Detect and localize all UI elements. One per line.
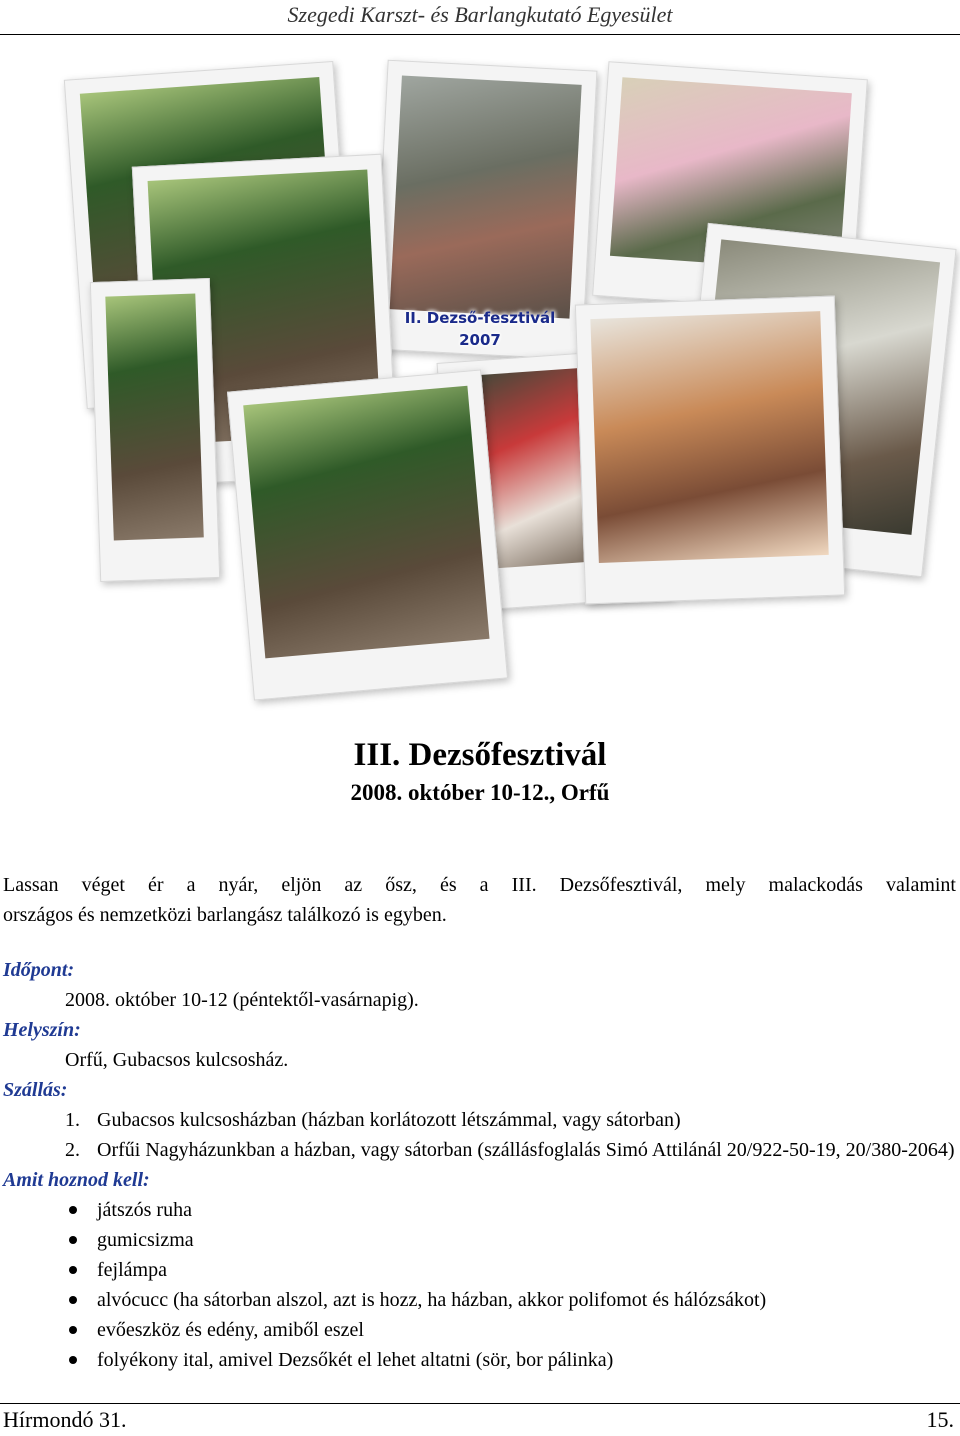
collage-label-line1: II. Dezső-fesztivál bbox=[404, 309, 556, 327]
header-title: Szegedi Karszt- és Barlangkutató Egyesület bbox=[287, 2, 673, 27]
photo-campfire-group bbox=[227, 369, 508, 700]
lodging-item bbox=[3, 1105, 956, 1135]
bring-item: játszós ruha bbox=[3, 1195, 956, 1225]
collage-label-line2: 2007 bbox=[459, 331, 501, 349]
details-section bbox=[3, 955, 956, 1375]
place-label: Helyszín: bbox=[3, 1019, 81, 1041]
lodging-item-text: Orfűi Nagyházunkban a házban, vagy sátorban (szállásfoglalás Simó Attilánál 20/922-50-19, 20/380-2064) bbox=[97, 1139, 955, 1161]
bring-item: fejlámpa bbox=[3, 1255, 956, 1285]
footer-page-number: 15. bbox=[926, 1407, 954, 1432]
footer-publication: Hírmondó 31. bbox=[3, 1407, 127, 1432]
lodging-list bbox=[3, 1105, 956, 1165]
collage-festival-label bbox=[380, 307, 580, 351]
bring-list bbox=[3, 1195, 956, 1375]
bring-label: Amit hoznod kell: bbox=[3, 1169, 150, 1191]
intro-line-2: országos és nemzetközi barlangász találkozó is egyben. bbox=[3, 904, 447, 926]
bring-item: alvócucc (ha sátorban alszol, azt is hozz, ha házban, akkor polifomot és hálózsákot) bbox=[3, 1285, 956, 1315]
event-subtitle: 2008. október 10-12., Orfű bbox=[350, 780, 610, 805]
event-title: III. Dezsőfesztivál bbox=[353, 737, 607, 773]
lodging-item-number: 1. bbox=[65, 1109, 80, 1131]
place-value: Orfű, Gubacsos kulcsosház. bbox=[65, 1049, 289, 1071]
page-header bbox=[0, 0, 960, 35]
bring-item: gumicsizma bbox=[3, 1225, 956, 1255]
lodging-label: Szállás: bbox=[3, 1079, 68, 1101]
page-footer bbox=[0, 1403, 960, 1436]
intro-paragraph bbox=[3, 870, 956, 930]
lodging-item bbox=[3, 1135, 956, 1165]
intro-line-1: Lassan véget ér a nyár, eljön az ősz, és a III. Dezsőfesztivál, mely malackodás valamint bbox=[3, 874, 956, 896]
photo-long-table bbox=[575, 296, 845, 605]
lodging-item-number: 2. bbox=[65, 1139, 80, 1161]
bring-item: folyékony ital, amivel Dezsőkét el lehet altatni (sör, bor pálinka) bbox=[3, 1345, 956, 1375]
time-value: 2008. október 10-12 (péntektől-vasárnapig). bbox=[65, 989, 419, 1011]
bring-item: evőeszköz és edény, amiből eszel bbox=[3, 1315, 956, 1345]
photo-collage bbox=[60, 55, 960, 695]
time-label: Időpont: bbox=[3, 959, 75, 981]
lodging-item-text: Gubacsos kulcsosházban (házban korlátozott létszámmal, vagy sátorban) bbox=[97, 1109, 681, 1131]
photo-left-edge bbox=[90, 278, 220, 582]
